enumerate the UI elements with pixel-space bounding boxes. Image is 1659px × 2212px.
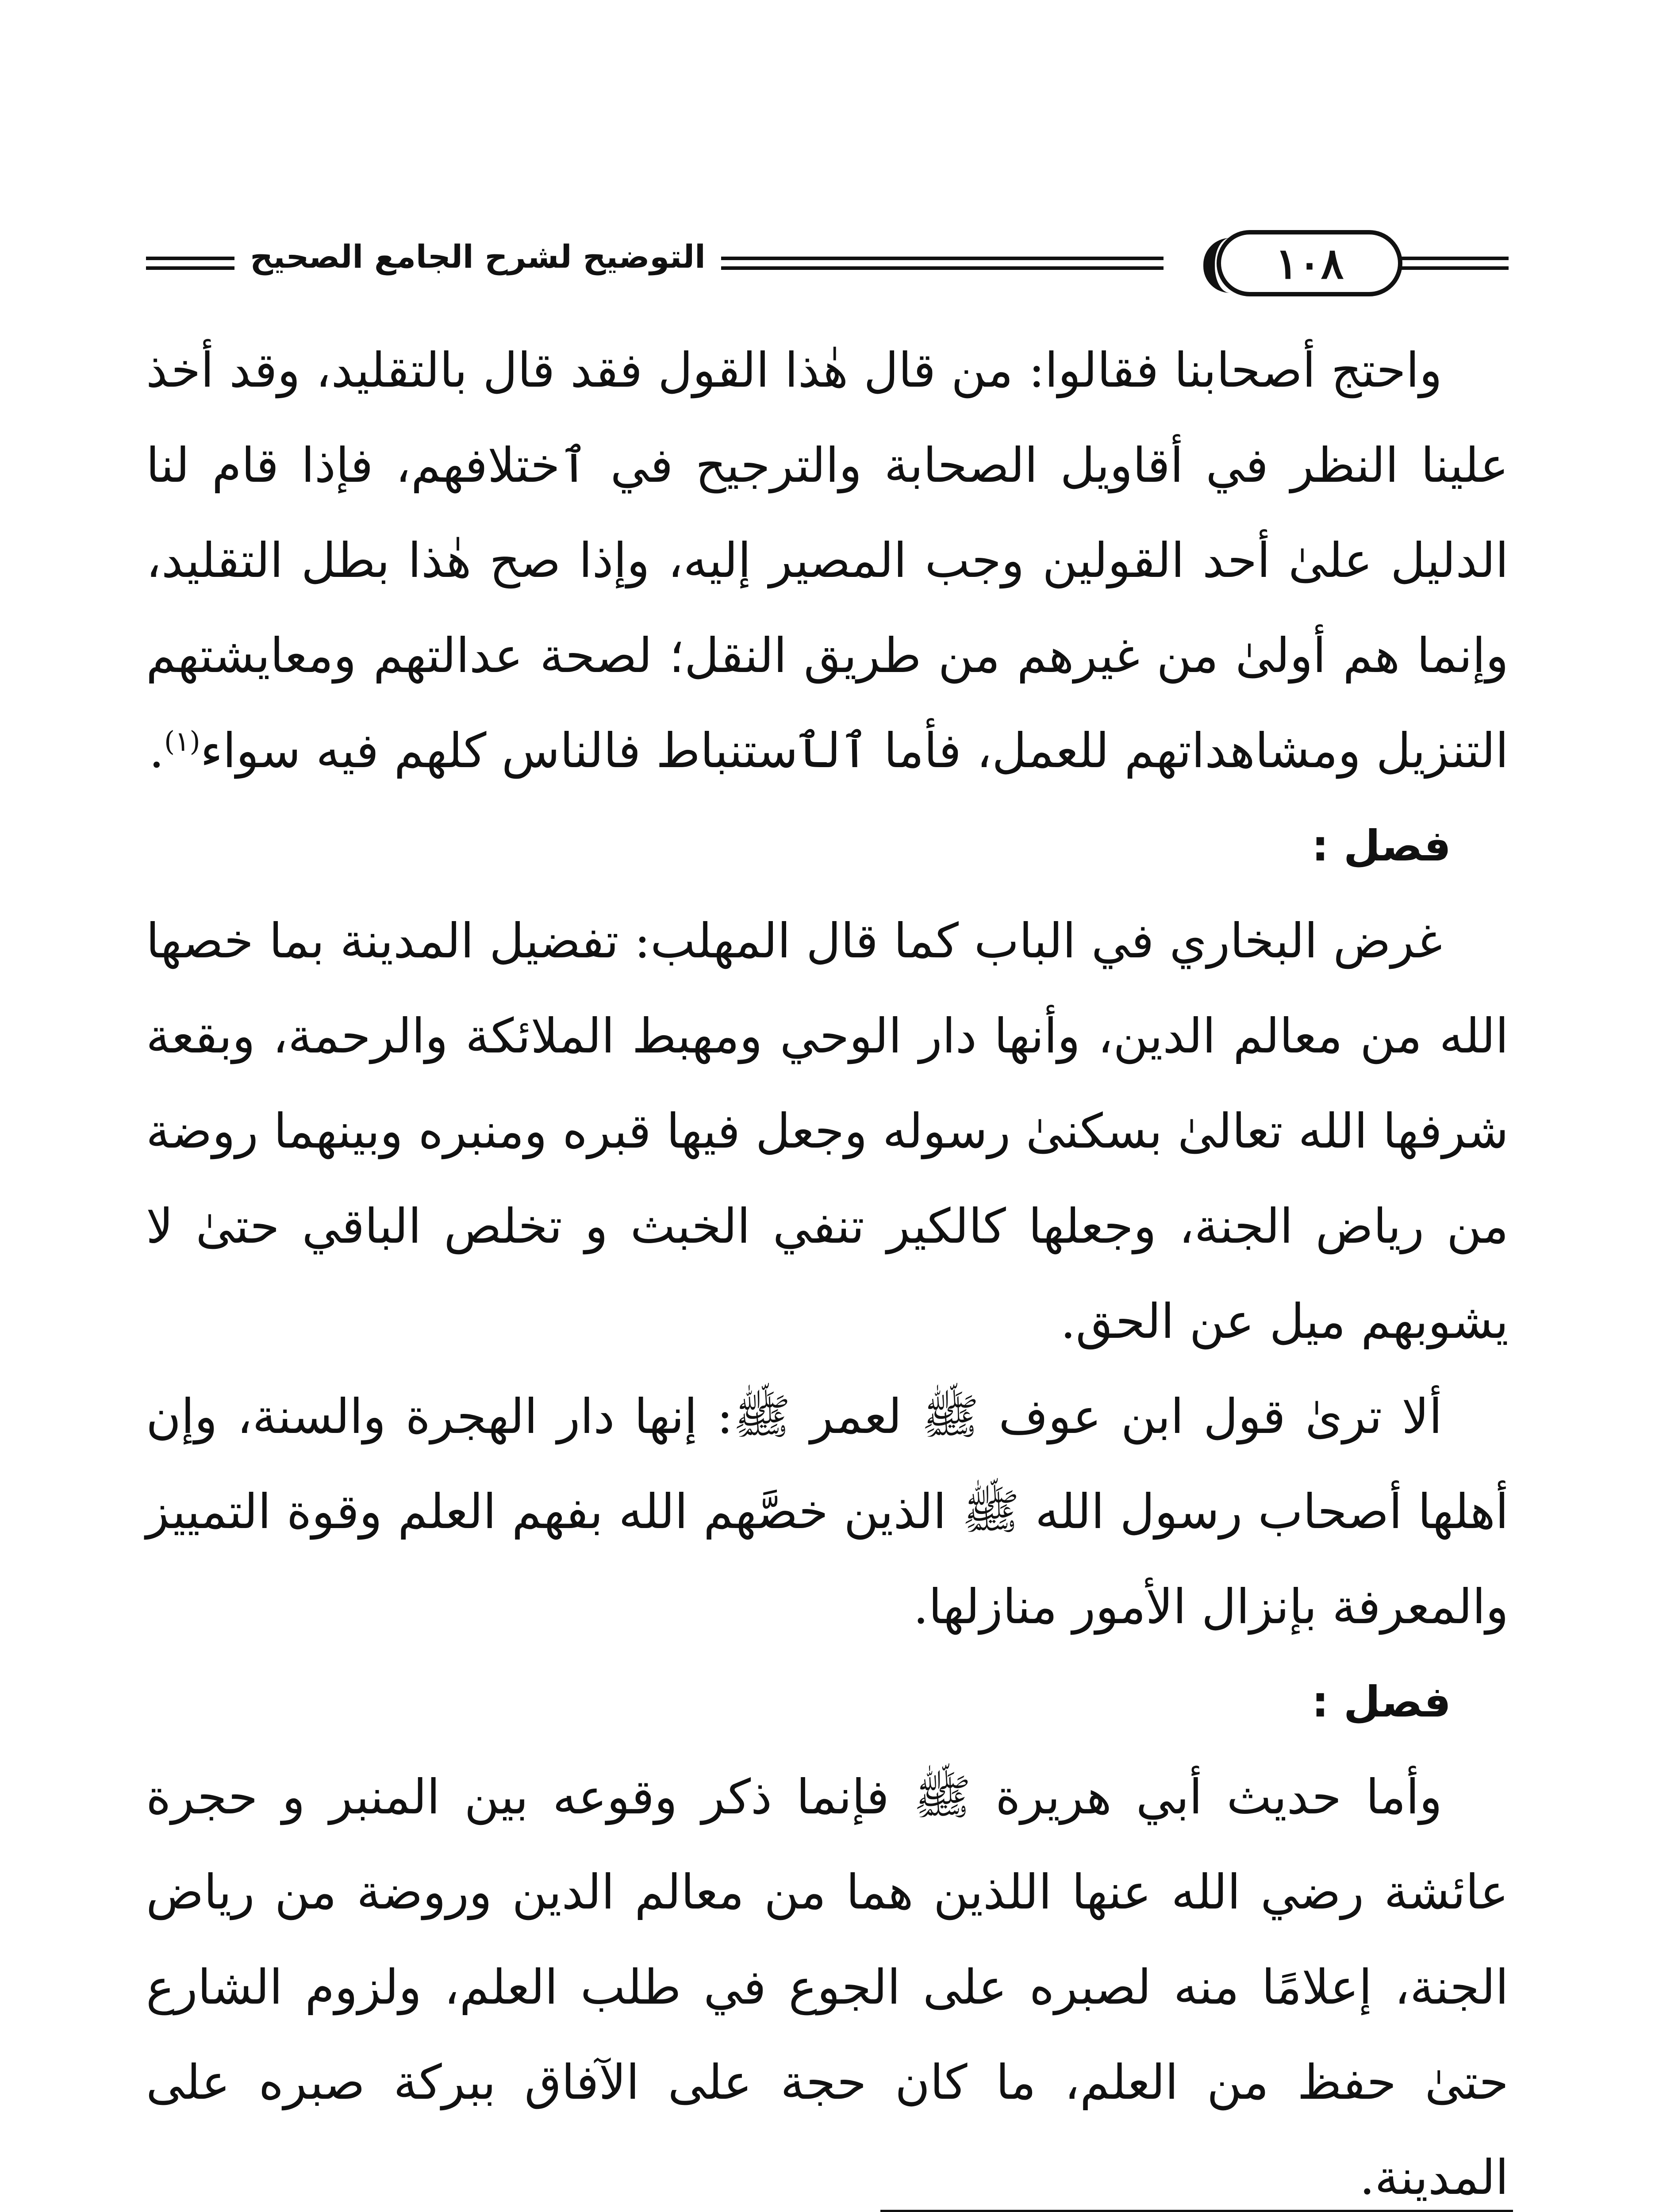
paragraph-1 [146,323,1509,799]
paragraph-2: غرض البخاري في الباب كما قال المهلب: تفضيل المدينة بما خصها الله من معالم الدين، وأنها دار الوحي ومهبط الملائكة والرحمة، وبقعة شرفها الله تعالىٰ بسكنىٰ رسوله وجعل فيها قبره ومنبره وبينهما روضة من رياض الجنة، وجعلها كالكير تنفي الخبث و تخلص الباقي حتىٰ لا يشوبهم ميل عن الحق. [146,914,1509,1349]
paragraph-4: وأما حديث أبي هريرة ﷺ فإنما ذكر وقوعه بين المنبر و حجرة عائشة رضي الله عنها اللذين هما من معالم الدين وروضة من رياض الجنة، إعلامًا منه لصبره على الجوع في طلب العلم، ولزوم الشارع حتىٰ حفظ من العلم، ما كان حجة على الآفاق ببركة صبره على المدينة. [146,1770,1509,2205]
header-rule-left [146,257,234,270]
page-header [146,230,1509,301]
paragraph-3: ألا ترىٰ قول ابن عوف ﷺ لعمر ﷺ: إنها دار الهجرة والسنة، وإن أهلها أصحاب رسول الله ﷺ الذين خصَّهم الله بفهم العلم وقوة التمييز والمعرفة بإنزال الأمور منازلها. [146,1389,1509,1635]
footnote-reference[interactable]: (١) [164,725,200,757]
header-rule-right [1394,257,1509,270]
page-number-badge [1217,230,1402,296]
main-text [146,323,1509,2212]
section-heading-1: فصل : [1312,821,1451,871]
paragraph-1-end: . [149,723,165,779]
section-heading-2: فصل : [1312,1677,1451,1727]
page-number: ١٠٨ [1275,238,1344,288]
running-title: التوضيح لشرح الجامع الصحيح [250,238,706,275]
paragraph-1-text: واحتج أصحابنا فقالوا: من قال هٰذا القول فقد قال بالتقليد، وقد أخذ علينا النظر في أقاويل الصحابة والترجيح في ٱختلافهم، فإذا قام لنا الدليل علىٰ أحد القولين وجب المصير إليه، وإذا صح هٰذا بطل التقليد، وإنما هم أولىٰ من غيرهم من طريق النقل؛ لصحة عدالتهم ومعايشتهم التنزيل ومشاهداتهم للعمل، فأما ٱلٱستنباط فالناس كلهم فيه سواء [146,343,1509,779]
footnote-separator [880,2210,1513,2212]
header-rule-middle [721,257,1164,270]
